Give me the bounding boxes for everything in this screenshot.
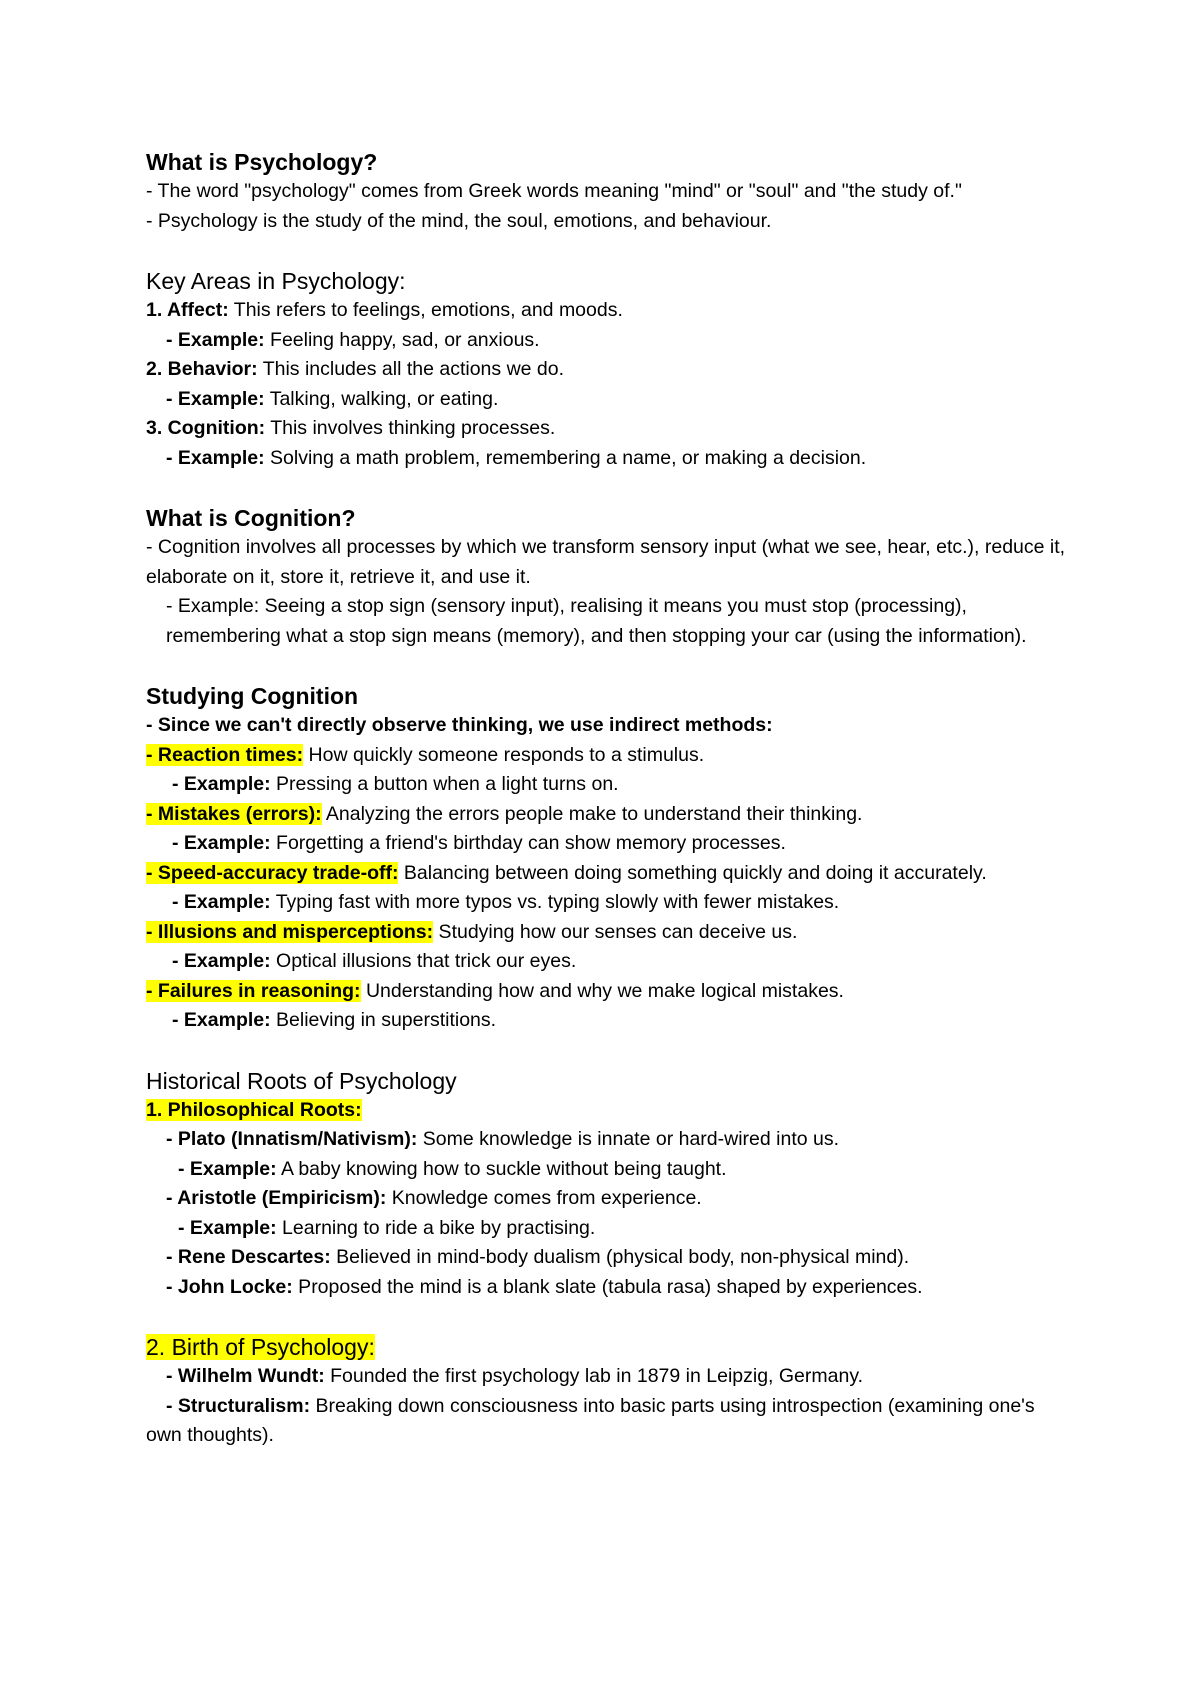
item-label: - Plato (Innatism/Nativism): bbox=[166, 1128, 418, 1150]
example-speed-accuracy bbox=[146, 888, 1066, 918]
item-plato bbox=[146, 1125, 1066, 1155]
example-aristotle bbox=[146, 1214, 1066, 1244]
spacer bbox=[146, 1302, 1066, 1332]
item-label: - Structuralism: bbox=[166, 1394, 311, 1417]
example-text: Solving a math problem, remembering a name, or making a decision. bbox=[264, 446, 867, 469]
highlighted-label: 1. Philosophical Roots: bbox=[146, 1098, 362, 1121]
example-label: - Example: bbox=[172, 832, 271, 854]
example-text: Optical illusions that trick our eyes. bbox=[270, 950, 577, 972]
example-label: - Example: bbox=[166, 328, 265, 351]
item-locke bbox=[146, 1273, 1066, 1303]
document-page bbox=[146, 147, 1066, 1451]
item-label: 1. Affect: bbox=[146, 299, 229, 321]
example-failures-reasoning bbox=[146, 1006, 1066, 1036]
item-label: - Wilhelm Wundt: bbox=[166, 1365, 325, 1387]
example-label: - Example: bbox=[166, 387, 265, 410]
example-text: Believing in superstitions. bbox=[270, 1009, 497, 1031]
item-text: Knowledge comes from experience. bbox=[386, 1187, 702, 1209]
paragraph-indirect-methods: - Since we can't directly observe thinking, we use indirect methods: bbox=[146, 714, 773, 736]
method-mistakes bbox=[146, 800, 1066, 830]
spacer bbox=[146, 651, 1066, 681]
highlighted-label: - Speed-accuracy trade-off: bbox=[146, 861, 399, 884]
example-label: - Example: bbox=[178, 1216, 277, 1239]
spacer bbox=[146, 236, 1066, 266]
method-text: Studying how our senses can deceive us. bbox=[433, 920, 798, 943]
heading-what-is-cognition: What is Cognition? bbox=[146, 505, 356, 531]
item-structuralism bbox=[146, 1392, 1066, 1451]
highlighted-label: - Illusions and misperceptions: bbox=[146, 920, 434, 943]
example-label: - Example: bbox=[172, 1009, 271, 1031]
example-text: Talking, walking, or eating. bbox=[264, 387, 499, 410]
method-speed-accuracy bbox=[146, 859, 1066, 889]
item-text: Breaking down consciousness into basic parts using introspection (examining one's own thoughts). bbox=[146, 1394, 1035, 1446]
heading-what-is-psychology: What is Psychology? bbox=[146, 149, 378, 175]
item-text: Proposed the mind is a blank slate (tabula rasa) shaped by experiences. bbox=[292, 1275, 923, 1298]
heading-birth-of-psychology bbox=[146, 1332, 1066, 1362]
spacer bbox=[146, 1036, 1066, 1066]
example-text: Feeling happy, sad, or anxious. bbox=[264, 328, 540, 351]
example-reaction-times bbox=[146, 770, 1066, 800]
item-text: Believed in mind-body dualism (physical body, non-physical mind). bbox=[330, 1246, 910, 1268]
indent bbox=[146, 1395, 166, 1417]
highlighted-label: - Failures in reasoning: bbox=[146, 979, 361, 1002]
example-text: Pressing a button when a light turns on. bbox=[270, 773, 619, 795]
example-illusions bbox=[146, 947, 1066, 977]
example-plato bbox=[146, 1155, 1066, 1185]
method-text: Balancing between doing something quickly and doing it accurately. bbox=[398, 861, 987, 884]
method-illusions bbox=[146, 918, 1066, 948]
item-wundt bbox=[146, 1362, 1066, 1392]
heading-historical-roots: Historical Roots of Psychology bbox=[146, 1067, 457, 1094]
example-cognition bbox=[146, 444, 1066, 474]
paragraph-cognition-definition: - Cognition involves all processes by which we transform sensory input (what we see, hear, etc.), reduce it, elaborate on it, store it, retrieve it, and use it. bbox=[146, 536, 1066, 588]
highlighted-heading: 2. Birth of Psychology: bbox=[146, 1334, 375, 1360]
list-item-behavior bbox=[146, 355, 1066, 385]
item-label: - Aristotle (Empiricism): bbox=[166, 1187, 387, 1209]
example-label: - Example: bbox=[178, 1157, 277, 1180]
example-label: - Example: bbox=[172, 950, 271, 972]
example-text: A baby knowing how to suckle without being taught. bbox=[276, 1157, 727, 1180]
example-label: - Example: bbox=[166, 446, 265, 469]
item-text: This refers to feelings, emotions, and moods. bbox=[228, 299, 623, 321]
method-text: Analyzing the errors people make to understand their thinking. bbox=[321, 802, 863, 825]
paragraph-psychology-origin: - The word "psychology" comes from Greek words meaning "mind" or "soul" and "the study of." bbox=[146, 180, 962, 202]
example-affect bbox=[146, 326, 1066, 356]
example-behavior bbox=[146, 385, 1066, 415]
highlighted-label: - Reaction times: bbox=[146, 743, 304, 766]
method-text: How quickly someone responds to a stimulus. bbox=[303, 743, 705, 766]
example-text: Learning to ride a bike by practising. bbox=[276, 1216, 596, 1239]
paragraph-psychology-definition: - Psychology is the study of the mind, the soul, emotions, and behaviour. bbox=[146, 209, 772, 232]
item-label: 3. Cognition: bbox=[146, 417, 266, 439]
item-label: - Rene Descartes: bbox=[166, 1246, 331, 1268]
example-mistakes bbox=[146, 829, 1066, 859]
item-text: This involves thinking processes. bbox=[265, 417, 556, 439]
method-text: Understanding how and why we make logical mistakes. bbox=[360, 979, 844, 1002]
heading-studying-cognition: Studying Cognition bbox=[146, 683, 359, 709]
item-aristotle bbox=[146, 1184, 1066, 1214]
method-failures-reasoning bbox=[146, 977, 1066, 1007]
list-item-affect bbox=[146, 296, 1066, 326]
item-label: 2. Behavior: bbox=[146, 358, 258, 380]
list-item-cognition bbox=[146, 414, 1066, 444]
item-text: Some knowledge is innate or hard-wired into us. bbox=[417, 1128, 840, 1150]
item-label: - John Locke: bbox=[166, 1275, 293, 1298]
item-descartes bbox=[146, 1243, 1066, 1273]
method-reaction-times bbox=[146, 741, 1066, 771]
highlighted-label: - Mistakes (errors): bbox=[146, 802, 322, 825]
heading-key-areas: Key Areas in Psychology: bbox=[146, 268, 406, 294]
example-label: - Example: bbox=[172, 773, 271, 795]
subheading-philosophical-roots bbox=[146, 1096, 1066, 1126]
spacer bbox=[146, 473, 1066, 503]
item-text: This includes all the actions we do. bbox=[257, 358, 565, 380]
item-text: Founded the first psychology lab in 1879 in Leipzig, Germany. bbox=[324, 1365, 864, 1387]
example-label: - Example: bbox=[172, 891, 271, 913]
example-text: Forgetting a friend's birthday can show memory processes. bbox=[270, 832, 786, 854]
paragraph-cognition-example: - Example: Seeing a stop sign (sensory input), realising it means you must stop (processing), remembering what a stop sign means (memory), and then stopping your car (using the information). bbox=[166, 595, 1027, 647]
example-text: Typing fast with more typos vs. typing slowly with fewer mistakes. bbox=[270, 891, 840, 913]
